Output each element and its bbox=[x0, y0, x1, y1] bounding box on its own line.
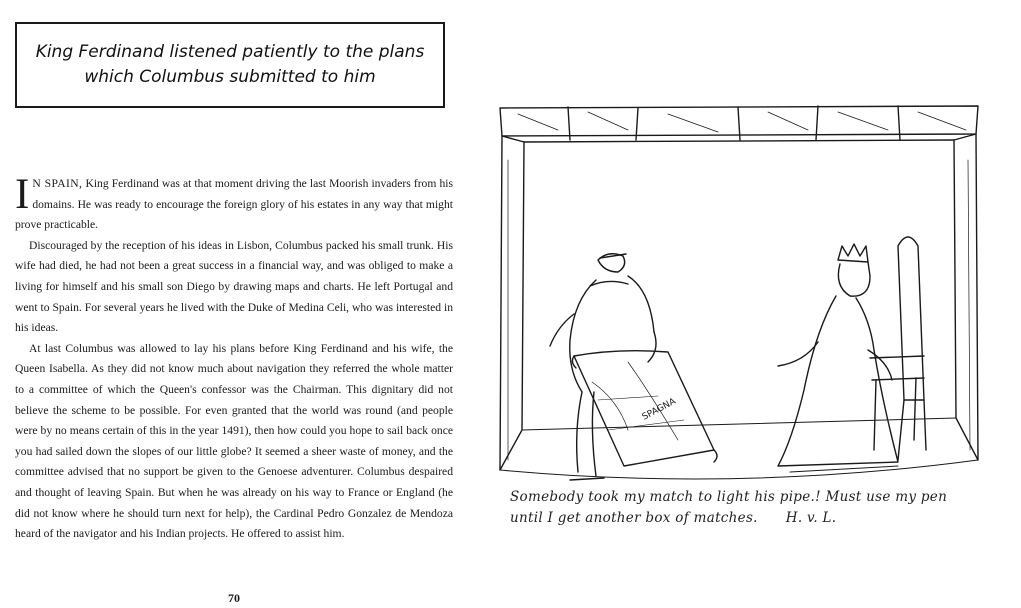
caption-line-1: King Ferdinand listened patiently to the plans bbox=[35, 42, 425, 62]
paragraph-3: At last Columbus was allowed to lay his plans before King Ferdinand and his wife, the Queen Isabella. As they did not know much about navigation they referred the whole matter to a committee of which the Queen's confessor was the Chairman. This dignitary did not believe the scheme to be possible. For even granted that the world was round (and people were by no means certain of this in the year 1491), then how could you hope to sail back once you had sailed down the slopes of our little globe? It seemed a sheer waste of money, and the committee advised that no support be given to the Genoese adventurer. Columbus despaired and thought of leaving Spain. But when he was already on his way to France or England (he did not know where he should turn next for help), the Cardinal Pedro Gonzalez de Mendoza heard of the navigator and his Indian projects. He offered to assist him. bbox=[15, 341, 453, 541]
pen-sketch-illustration bbox=[478, 100, 1003, 500]
paragraph-2: Discouraged by the reception of his ideas in Lisbon, Columbus packed his small trunk. His wife had died, he had not been a great success in a financial way, and was obliged to make a living for himself and his small son Diego by drawing maps and charts. He left Portugal and went to Spain. For several years he lived with the Duke of Medina Celi, who was interested in his ideas. bbox=[15, 238, 453, 335]
floor-line bbox=[500, 418, 978, 479]
note-line-2-text: until I get another box of matches. bbox=[510, 510, 758, 526]
right-wall bbox=[954, 134, 978, 460]
map-scroll bbox=[572, 351, 717, 466]
left-wall bbox=[500, 136, 524, 470]
handwritten-note bbox=[510, 487, 980, 529]
body-text bbox=[15, 171, 454, 545]
paragraph-1-text: King Ferdinand was at that moment driving the last Moorish invaders from his domains. He was ready to encourage the foreign glory of his estates in any way that might prove practicable. bbox=[15, 177, 454, 232]
caption-line-2: which Columbus submitted to him bbox=[84, 67, 376, 87]
columbus-figure bbox=[550, 254, 656, 480]
caption-box bbox=[15, 22, 445, 108]
paragraph-1 bbox=[15, 171, 454, 236]
map-label: SPAGNA bbox=[640, 396, 678, 423]
signature: H. v. L. bbox=[785, 510, 837, 526]
drop-cap: I bbox=[15, 171, 30, 218]
throne bbox=[870, 237, 926, 460]
note-line-2 bbox=[510, 508, 980, 529]
lead-in: N SPAIN, bbox=[32, 177, 83, 190]
note-line-1: Somebody took my match to light his pipe.! Must use my pen bbox=[510, 489, 948, 505]
ceiling-beams bbox=[500, 106, 978, 142]
page-number: 70 bbox=[228, 591, 240, 605]
